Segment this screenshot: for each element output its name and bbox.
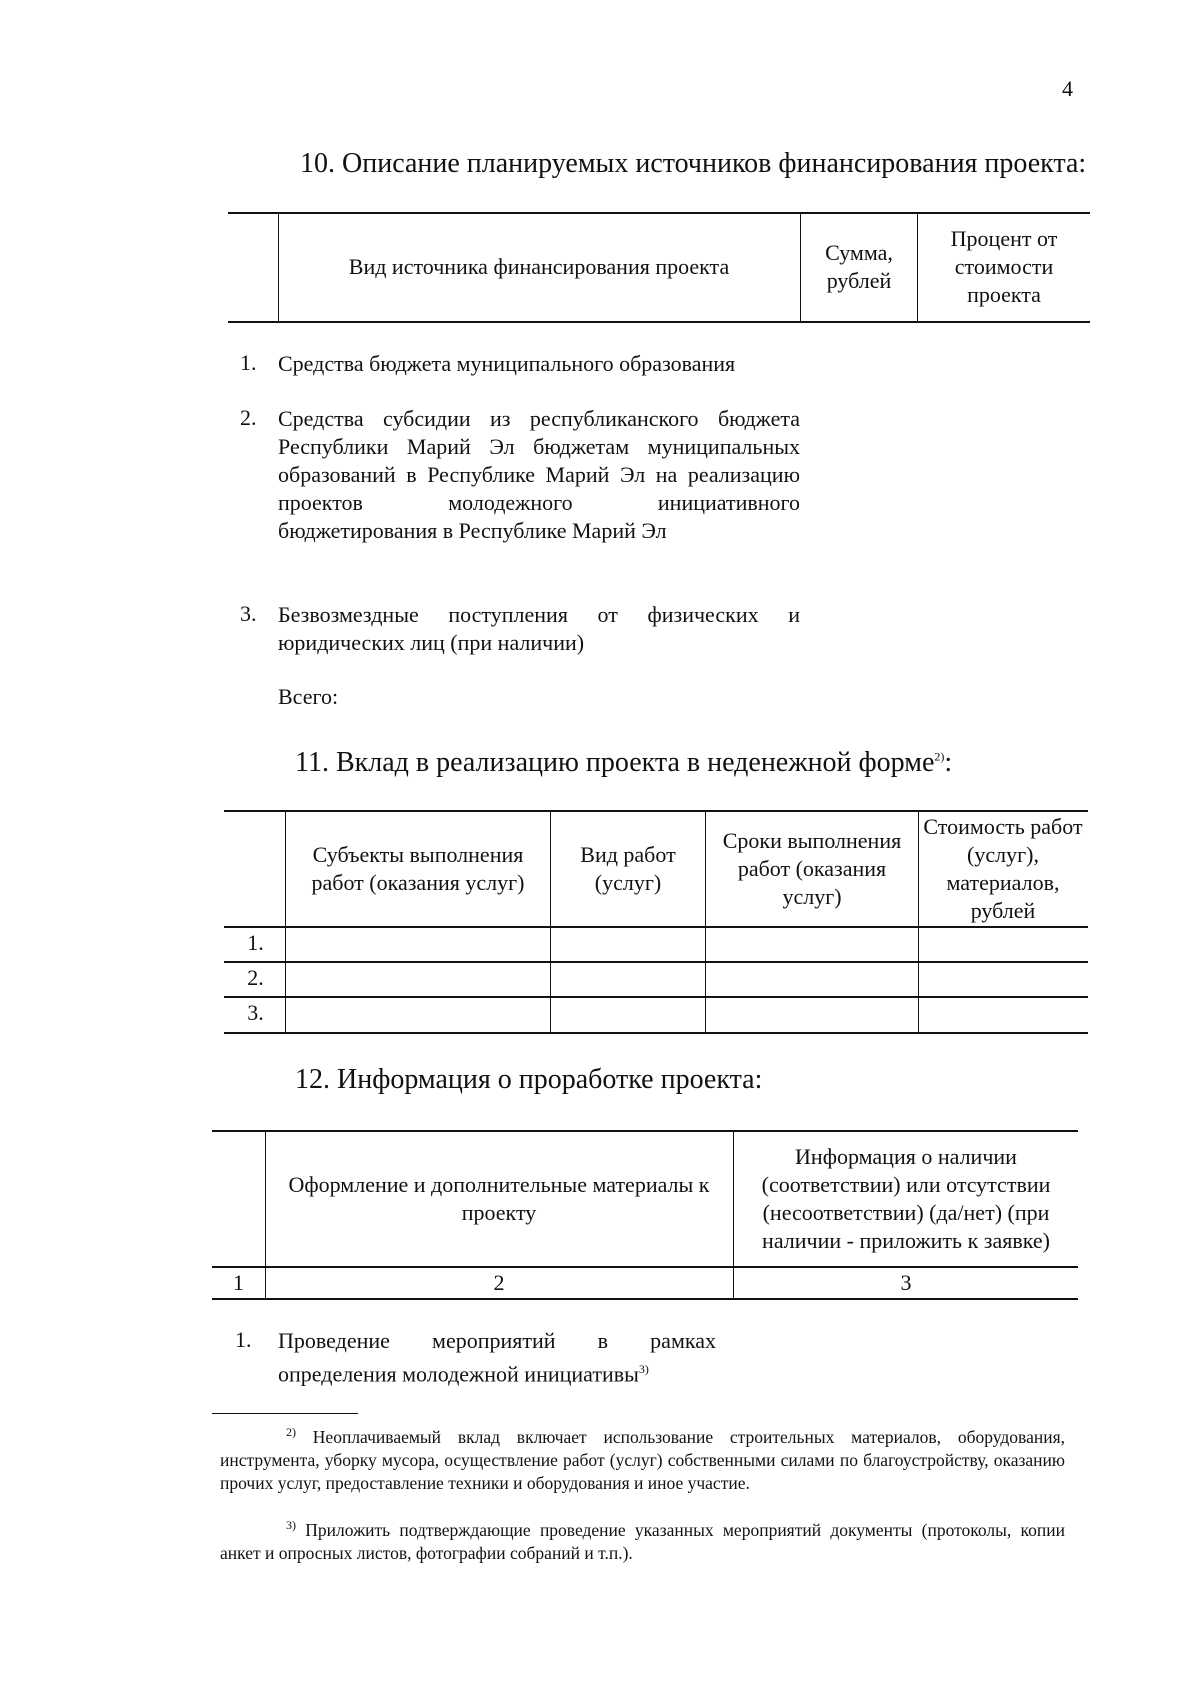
elaboration-item-text — [278, 1327, 716, 1388]
header-cost: Стоимость работ (услуг), материалов, рублей — [923, 813, 1083, 923]
footnote-ref-2: 2) — [934, 749, 945, 764]
header-subjects: Субъекты выполнения работ (оказания услуг) — [311, 841, 525, 895]
funding-item-number: 1. — [240, 350, 257, 375]
header-sum: Сумма, рублей — [825, 240, 893, 293]
table-row-number: 3. — [247, 1000, 264, 1025]
column-number: 2 — [493, 1269, 505, 1295]
table-row-number: 2. — [247, 965, 264, 990]
elaboration-item-number: 1. — [235, 1327, 252, 1352]
funding-item-text: Средства субсидии из республиканского бюджета Республики Марий Эл бюджетам муниципальных образований в Республике Марий Эл на реализацию проектов молодежного инициативного бюджетирования в Республике Марий Эл — [278, 406, 800, 543]
funding-item-text: Безвозмездные поступления от физических и юридических лиц (при наличии) — [278, 602, 800, 655]
funding-item-number: 2. — [240, 405, 257, 430]
header-work-type: Вид работ (услуг) — [580, 841, 676, 895]
page-number: 4 — [1062, 76, 1073, 101]
footnote-text: Приложить подтверждающие проведение указанных мероприятий документы (протоколы, копии анкет и опросных листов, фотографии собраний и т.п.). — [220, 1519, 1066, 1563]
footnote-mark: 3) — [286, 1518, 296, 1532]
section-10-title: 10. Описание планируемых источников финансирования проекта: — [300, 148, 1087, 179]
header-info: Информация о наличии (соответствии) или отсутствии (несоответствии) (да/нет) (при наличии - приложить к заявке) — [761, 1143, 1051, 1253]
funding-item-number: 3. — [240, 601, 257, 626]
section-11-title-text: 11. Вклад в реализацию проекта в неденежной форме — [295, 747, 935, 778]
column-number: 3 — [900, 1269, 912, 1295]
footnote-separator — [212, 1413, 358, 1414]
header-funding-source: Вид источника финансирования проекта — [348, 254, 730, 279]
table-row-number: 1. — [247, 930, 264, 955]
footnote-text: Неоплачиваемый вклад включает использование строительных материалов, оборудования, инструмента, уборку мусора, осуществление работ (услуг) собственными силами по благоустройству, оказанию прочих услуг, предоставление техники и оборудования и иное участие. — [220, 1426, 1065, 1493]
footnote-ref-3: 3) — [638, 1362, 649, 1376]
section-11-title — [295, 747, 952, 779]
footnote-3 — [220, 1514, 1065, 1565]
footnote-mark: 2) — [286, 1425, 296, 1439]
section-11-title-colon: : — [944, 747, 953, 778]
funding-total-label: Всего: — [278, 684, 339, 709]
header-materials: Оформление и дополнительные материалы к проекту — [288, 1171, 710, 1225]
footnote-2 — [220, 1421, 1065, 1495]
header-percent: Процент от стоимости проекта — [950, 226, 1058, 307]
header-terms: Сроки выполнения работ (оказания услуг) — [722, 827, 902, 909]
elaboration-item-label: Проведение мероприятий в рамках определения молодежной инициативы — [278, 1328, 716, 1387]
section-12-title: 12. Информация о проработке проекта: — [295, 1064, 763, 1095]
funding-item-text: Средства бюджета муниципального образования — [278, 351, 736, 376]
column-number: 1 — [233, 1269, 244, 1295]
